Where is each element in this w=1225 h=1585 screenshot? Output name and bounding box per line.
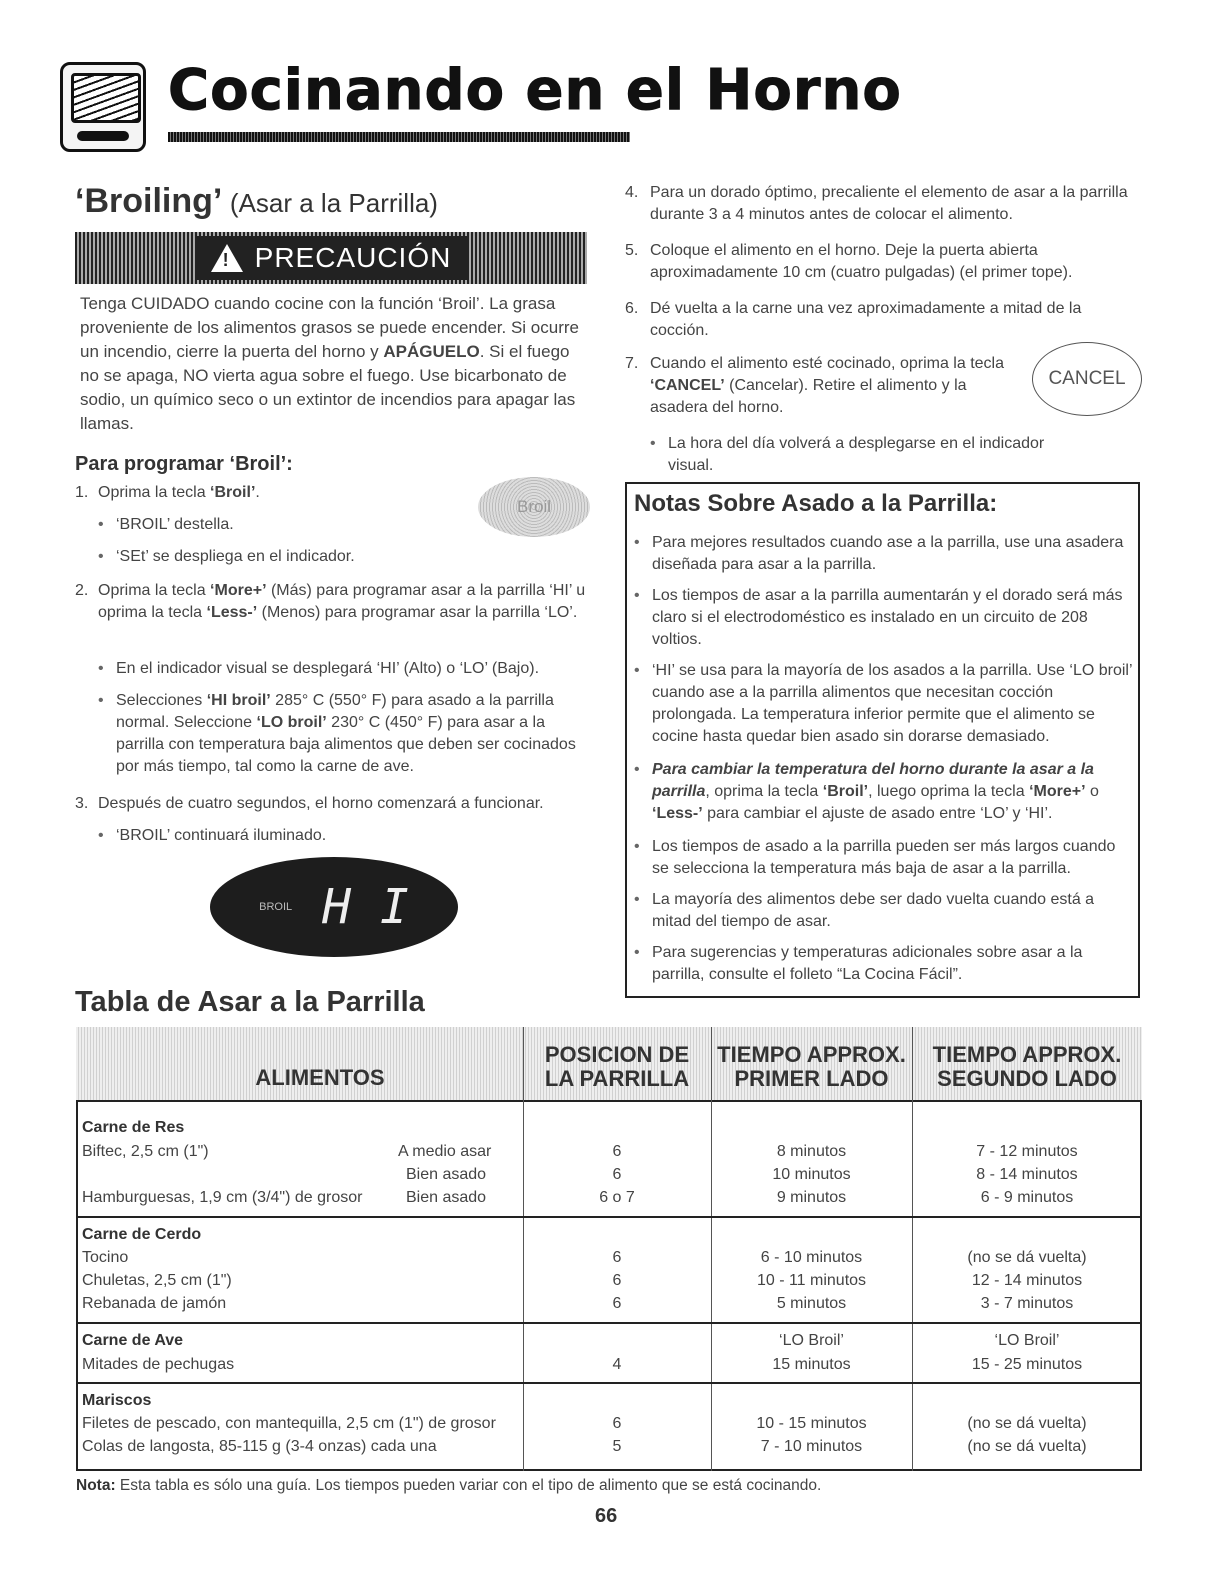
table-cell-time2: (no se dá vuelta) — [967, 1415, 1087, 1432]
step-1-bullet-2: • ‘SEt’ se despliega en el indicador. — [116, 546, 355, 568]
table-cell-doneness: Bien asado — [406, 1189, 487, 1206]
table-cell-food: Biftec, 2,5 cm (1") — [82, 1143, 209, 1160]
step-3: Después de cuatro segundos, el horno comenzará a funcionar. — [98, 795, 544, 812]
warning-triangle-icon — [211, 244, 243, 272]
table-cell-food: Chuletas, 2,5 cm (1") — [82, 1272, 232, 1289]
broil-key: Broil — [478, 477, 590, 537]
section-heading-broiling: ‘Broiling’ (Asar a la Parrilla) — [75, 182, 438, 220]
table-category: Carne de Res — [82, 1119, 185, 1136]
title-underline — [168, 132, 630, 142]
table-cell-time1: 6 - 10 minutos — [760, 1249, 863, 1266]
row-divider — [76, 1382, 1142, 1384]
step-7: Cuando el alimento esté cocinado, oprima la tecla ‘CANCEL’ (Cancelar). Retire el alimento y la asadera del horno. — [650, 355, 1004, 416]
table-category: Carne de Cerdo — [82, 1226, 202, 1243]
table-cell-food: Hamburguesas, 1,9 cm (3/4") de grosor — [82, 1189, 363, 1206]
table-cell-position: 6 — [612, 1415, 622, 1432]
caution-text: Tenga CUIDADO cuando cocine con la función ‘Broil’. La grasa proveniente de los alimentos grasos se puede encender. Si ocurre un incendio, cierre la puerta del horno y APÁGUELO. Si el fuego no se apaga, NO vierta agua sobre el fuego. Use bicarbonato de sodio, un químico seco o un extintor de incendios para apagar las llamas. — [80, 294, 579, 433]
step-6: Dé vuelta a la carne una vez aproximadamente a mitad de la cocción. — [650, 300, 1082, 339]
table-category: Mariscos — [82, 1392, 152, 1409]
note-item: • Para mejores resultados cuando ase a la parrilla, use una asadera diseñada para asar a la parrilla. — [652, 532, 1132, 576]
table-cell-time2: (no se dá vuelta) — [967, 1249, 1087, 1266]
table-cell-time1: 7 - 10 minutos — [760, 1438, 863, 1455]
table-cell-position: 6 — [612, 1295, 622, 1312]
table-cell-time2: 6 - 9 minutos — [980, 1189, 1074, 1206]
col-header-alimentos: ALIMENTOS — [255, 1065, 385, 1090]
step-2-bullet-2: • Selecciones ‘HI broil’ 285° C (550° F) para asado a la parrilla normal. Seleccione ‘LO broil’ 230° C (450° F) para asar a la parrilla con temperatura baja alimentos que deben ser cocinados por más tiempo, tal como la carne de ave. — [116, 690, 586, 778]
table-cell-time1: 8 minutos — [776, 1143, 847, 1160]
col-header-posicion: POSICION DE LA PARRILLA — [544, 1042, 690, 1091]
table-cell-time2: 12 - 14 minutos — [971, 1272, 1083, 1289]
note-item: • Para cambiar la temperatura del horno durante la asar a la parrilla, oprima la tecla ‘Broil’, luego oprima la tecla ‘More+’ o ‘Less-’ para cambiar el ajuste de asado entre ‘LO’ y ‘HI’. — [652, 759, 1132, 825]
table-cell-time1: 10 - 15 minutos — [756, 1415, 867, 1432]
display-broil-label: BROIL — [259, 901, 293, 913]
step-1-bullet-1: • ‘BROIL’ destella. — [116, 514, 234, 536]
table-cell-time2: (no se dá vuelta) — [967, 1438, 1087, 1455]
table-cell-time1: 15 minutos — [772, 1356, 851, 1373]
table-cell-food: Colas de langosta, 85-115 g (3-4 onzas) cada una — [82, 1438, 437, 1455]
note-item: • Para sugerencias y temperaturas adicionales sobre asar a la parrilla, consulte el folleto “La Cocina Fácil”. — [652, 942, 1132, 986]
table-cell-time1: 10 - 11 minutos — [756, 1272, 867, 1289]
note-item: • Los tiempos de asar a la parrilla aumentarán y el dorado será más claro si el electrodoméstico es instalado en un circuito de 208 voltios. — [652, 585, 1132, 651]
table-cell-time1: 9 minutos — [776, 1189, 847, 1206]
table-cell-position: 6 — [612, 1143, 622, 1160]
step-4: Para un dorado óptimo, precaliente el elemento de asar a la parrilla durante 3 a 4 minutos antes de colocar el alimento. — [650, 184, 1128, 223]
step-1: Oprima la tecla ‘Broil’. — [98, 484, 260, 501]
step-number: 1. — [75, 484, 89, 501]
table-heading: Tabla de Asar a la Parrilla — [75, 986, 425, 1018]
table-cell-food: Rebanada de jamón — [82, 1295, 227, 1312]
table-cell-food: Tocino — [82, 1249, 129, 1266]
table-cell-position: 5 — [612, 1438, 622, 1455]
table-cell-time2: ‘LO Broil’ — [994, 1332, 1060, 1349]
table-cell-time1: 5 minutos — [776, 1295, 847, 1312]
step-number: 7. — [625, 355, 639, 372]
table-cell-position: 6 — [612, 1249, 622, 1266]
notes-title: Notas Sobre Asado a la Parrilla: — [634, 490, 998, 517]
table-cell-time2: 15 - 25 minutos — [971, 1356, 1083, 1373]
note-item: • Los tiempos de asado a la parrilla pueden ser más largos cuando se selecciona la temperatura más baja de asar a la parrilla. — [652, 836, 1132, 880]
caution-label: PRECAUCIÓN — [254, 242, 452, 273]
oven-icon — [60, 62, 146, 152]
cancel-key: CANCEL — [1032, 342, 1142, 416]
page-title: Cocinando en el Horno — [168, 58, 902, 123]
col-header-segundo-lado: TIEMPO APPROX. SEGUNDO LADO — [932, 1042, 1122, 1091]
step-5: Coloque el alimento en el horno. Deje la puerta abierta aproximadamente 10 cm (cuatro pulgadas) (el primer tope). — [650, 242, 1073, 281]
step-number: 5. — [625, 242, 639, 259]
table-cell-time2: 7 - 12 minutos — [976, 1143, 1078, 1160]
step-3-bullet-1: • ‘BROIL’ continuará iluminado. — [116, 825, 326, 847]
table-cell-doneness: Bien asado — [406, 1166, 487, 1183]
table-cell-food: Filetes de pescado, con mantequilla, 2,5 cm (1") de grosor — [82, 1415, 496, 1432]
step-2-bullet-1: • En el indicador visual se desplegará ‘HI’ (Alto) o ‘LO’ (Bajo). — [116, 658, 586, 680]
step-2: Oprima la tecla ‘More+’ (Más) para programar asar a la parrilla ‘HI’ u oprima la tecla ‘Less-’ (Menos) para programar asar la parrilla ‘LO’. — [98, 582, 586, 621]
table-cell-position: 4 — [612, 1356, 622, 1373]
table-cell-doneness: A medio asar — [398, 1143, 492, 1160]
table-cell-time1: ‘LO Broil’ — [779, 1332, 844, 1349]
row-divider — [76, 1322, 1142, 1324]
caution-label-box — [195, 236, 467, 280]
step-7-bullet-1: • La hora del día volverá a desplegarse en el indicador visual. — [668, 433, 1058, 477]
step-number: 4. — [625, 184, 639, 201]
table-cell-time2: 3 - 7 minutos — [980, 1295, 1074, 1312]
program-broil-heading: Para programar ‘Broil’: — [75, 453, 293, 475]
table-cell-time2: 8 - 14 minutos — [976, 1166, 1078, 1183]
note-item: • La mayoría des alimentos debe ser dado vuelta cuando está a mitad del tiempo de asar. — [652, 889, 1132, 933]
table-cell-position: 6 o 7 — [599, 1189, 635, 1206]
row-divider — [76, 1216, 1142, 1218]
table-cell-position: 6 — [612, 1272, 622, 1289]
col-header-primer-lado: TIEMPO APPROX. PRIMER LADO — [717, 1042, 906, 1091]
step-number: 6. — [625, 300, 639, 317]
table-cell-food: Mitades de pechugas — [82, 1356, 235, 1373]
note-item: • ‘HI’ se usa para la mayoría de los asados a la parrilla. Use ‘LO broil’ cuando ase a la parrilla alimentos que necesitan cocción prolongada. La temperatura inferior permite que el alimento se cocine hasta quedar bien asado sin dorarse demasiado. — [652, 660, 1132, 748]
table-category: Carne de Ave — [82, 1332, 184, 1349]
table-note: Nota: Esta tabla es sólo una guía. Los tiempos pueden variar con el tipo de alimento que se está cocinando. — [76, 1477, 822, 1494]
step-number: 3. — [75, 795, 89, 812]
table-cell-position: 6 — [612, 1166, 622, 1183]
table-cell-time1: 10 minutos — [772, 1166, 851, 1183]
display-readout: H I — [322, 879, 409, 935]
page-number: 66 — [595, 1505, 618, 1527]
control-display — [210, 857, 458, 957]
step-number: 2. — [75, 582, 89, 599]
